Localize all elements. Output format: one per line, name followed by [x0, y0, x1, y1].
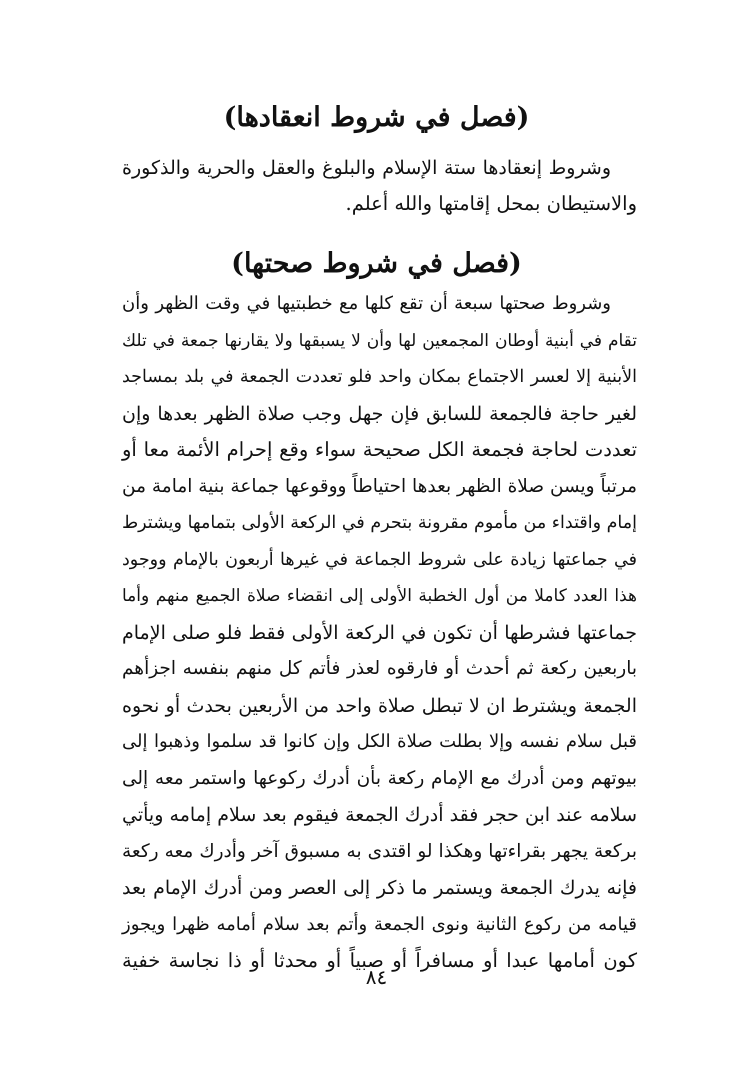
paragraph-conditions-of-validity: [122, 286, 637, 980]
text-line: قبل سلام نفسه وإلا بطلت صلاة الكل وإن كانوا قد سلموا وذهبوا إلى: [122, 731, 637, 752]
text-line: في جماعتها زيادة على شروط الجماعة في غيرها أربعون بالإمام ووجود: [122, 549, 637, 570]
text-line: تعددت لحاجة فجمعة الكل صحيحة سواء وقع إحرام الأئمة معا أو: [122, 438, 637, 461]
text-line: مرتباً ويسن صلاة الظهر بعدها احتياطاً ووقوعها جماعة بنية امامة من: [122, 475, 637, 497]
text-line: وشروط إنعقادها ستة الإسلام والبلوغ والعقل والحرية والذكورة: [122, 157, 611, 179]
section-heading-conditions-of-holding: (فصل في شروط انعقادها): [223, 102, 530, 133]
text-line: لغير حاجة فالجمعة للسابق فإن جهل وجب صلاة الظهر بعدها وإن: [122, 402, 637, 425]
text-line: تقام في أبنية أوطان المجمعين لها وأن لا يسبقها ولا يقارنها جمعة في تلك: [122, 330, 637, 351]
section-heading-conditions-of-validity: (فصل في شروط صحتها): [231, 248, 522, 279]
text-line: بركعة يجهر بقراءتها وهكذا لو اقتدى به مسبوق آخر وأدرك معه ركعة: [122, 840, 637, 862]
text-line: الجمعة ويشترط ان لا تبطل صلاة واحد من الأربعين بحدث أو نحوه: [122, 694, 637, 717]
paragraph-conditions-of-holding: [122, 150, 637, 222]
text-line: بيوتهم ومن أدرك مع الإمام ركعة بأن أدرك ركوعها واستمر معه إلى: [122, 767, 637, 789]
text-line: وشروط صحتها سبعة أن تقع كلها مع خطبتيها في وقت الظهر وأن: [122, 293, 611, 314]
text-line: هذا العدد كاملا من أول الخطبة الأولى إلى انقضاء صلاة الجميع منهم وأما: [122, 586, 637, 606]
text-line: الأبنية إلا لعسر الاجتماع بمكان واحد فلو تعددت الجمعة في بلد بمساجد: [122, 367, 637, 387]
text-line: قيامه من ركوع الثانية ونوى الجمعة وأتم بعد سلام أمامه ظهرا ويجوز: [122, 913, 637, 935]
page-number: ٨٤: [365, 965, 388, 989]
text-line: والاستيطان بمحل إقامتها والله أعلم.: [345, 192, 637, 215]
text-line: باربعين ركعة ثم أحدث أو فارقوه لعذر فأتم كل منهم بنفسه اجزأهم: [122, 658, 637, 679]
text-line: كون أمامها عبدا أو مسافراً أو صبياً أو محدثا أو ذا نجاسة خفية: [122, 949, 637, 972]
text-line: فإنه يدرك الجمعة ويستمر ما ذكر إلى العصر ومن أدرك الإمام بعد: [122, 877, 637, 899]
text-line: سلامه عند ابن حجر فقد أدرك الجمعة فيقوم بعد سلام إمامه ويأتي: [122, 804, 637, 826]
text-line: إمام واقتداء من مأموم مقرونة بتحرم في الركعة الأولى بتمامها ويشترط: [121, 513, 637, 533]
text-line: جماعتها فشرطها أن تكون في الركعة الأولى فقط فلو صلى الإمام: [122, 621, 637, 644]
